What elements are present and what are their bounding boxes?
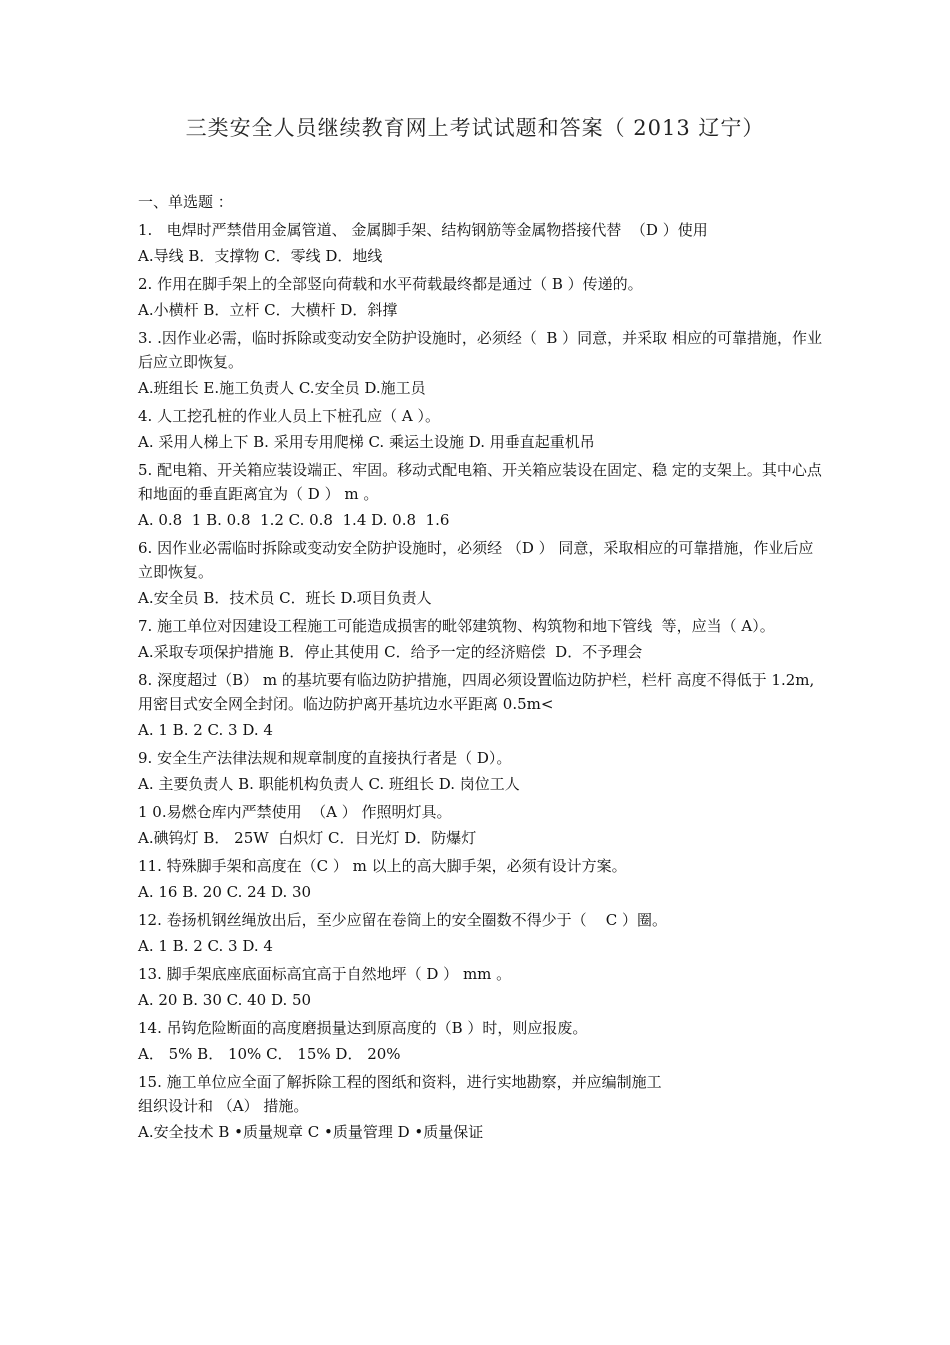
question-13	[138, 962, 828, 1012]
document-body	[138, 190, 828, 1148]
question-4	[138, 404, 828, 454]
question-10	[138, 800, 828, 850]
document-title: 三类安全人员继续教育网上考试试题和答案（ 2013 辽宁）	[185, 116, 765, 140]
question-text: 1 0.易燃仓库内严禁使用 （A ） 作照明灯具。	[138, 803, 452, 821]
question-text: 15. 施工单位应全面了解拆除工程的图纸和资料，进行实地勘察，并应编制施工 组织设计和 （A） 措施。	[138, 1073, 662, 1115]
question-options: A. 16 B. 20 C. 24 D. 30	[138, 883, 312, 901]
question-text: 11. 特殊脚手架和高度在（C ） m 以上的高大脚手架，必须有设计方案。	[138, 857, 627, 875]
question-options: A.碘钨灯 B． 25W 白炽灯 C．日光灯 D．防爆灯	[138, 829, 477, 847]
question-3	[138, 326, 828, 400]
question-7	[138, 614, 828, 664]
question-options: A. 主要负责人 B. 职能机构负责人 C. 班组长 D. 岗位工人	[138, 775, 520, 793]
question-text: 1. 电焊时严禁借用金属管道、 金属脚手架、结构钢筋等金属物搭接代替 （D ）使用	[138, 221, 708, 239]
question-8	[138, 668, 828, 742]
question-12	[138, 908, 828, 958]
question-text: 7. 施工单位对因建设工程施工可能造成损害的毗邻建筑物、构筑物和地下管线 等，应当（ A）。	[138, 617, 775, 635]
question-text: 9. 安全生产法律法规和规章制度的直接执行者是（ D）。	[138, 749, 512, 767]
question-text: 6. 因作业必需临时拆除或变动安全防护设施时，必须经 （D ） 同意，采取相应的可靠措施，作业后应立即恢复。	[138, 539, 814, 581]
question-options: A． 5% B． 10% C． 15% D． 20%	[138, 1045, 401, 1063]
question-1	[138, 218, 828, 268]
question-text: 13. 脚手架底座底面标高宜高于自然地坪（ D ） mm 。	[138, 965, 512, 983]
question-5	[138, 458, 828, 532]
question-text: 3. .因作业必需，临时拆除或变动安全防护设施时，必须经（ B ）同意，并采取 相应的可靠措施，作业后应立即恢复。	[138, 329, 822, 371]
question-text: 8. 深度超过（B） m 的基坑要有临边防护措施，四周必须设置临边防护栏，栏杆 高度不得低于 1.2m,用密目式安全网全封闭。临边防护离开基坑边水平距离 0.5m<	[138, 671, 815, 713]
section-heading: 一、单选题 ：	[138, 193, 233, 211]
question-text: 2. 作用在脚手架上的全部竖向荷载和水平荷载最终都是通过（ B ）传递的。	[138, 275, 643, 293]
question-2	[138, 272, 828, 322]
question-text: 12. 卷扬机钢丝绳放出后，至少应留在卷筒上的安全圈数不得少于（ C ）圈。	[138, 911, 667, 929]
question-options: A.采取专项保护措施 B．停止其使用 C．给予一定的经济赔偿 D．不予理会	[138, 643, 643, 661]
question-options: A.小横杆 B．立杆 C．大横杆 D．斜撑	[138, 301, 398, 319]
question-9	[138, 746, 828, 796]
question-15	[138, 1070, 828, 1144]
question-options: A.安全员 B．技术员 C．班长 D.项目负责人	[138, 589, 432, 607]
question-11	[138, 854, 828, 904]
question-options: A.导线 B．支撑物 C．零线 D．地线	[138, 247, 383, 265]
question-14	[138, 1016, 828, 1066]
question-text: 14. 吊钩危险断面的高度磨损量达到原高度的（B ）时，则应报废。	[138, 1019, 588, 1037]
question-options: A.安全技术 B •质量规章 C •质量管理 D •质量保证	[138, 1123, 484, 1141]
question-options: A. 采用人梯上下 B. 采用专用爬梯 C. 乘运土设施 D. 用垂直起重机吊	[138, 433, 595, 451]
question-options: A. 1 B. 2 C. 3 D. 4	[138, 937, 273, 955]
question-6	[138, 536, 828, 610]
question-options: A. 1 B. 2 C. 3 D. 4	[138, 721, 273, 739]
question-options: A.班组长 E.施工负责人 C.安全员 D.施工员	[138, 379, 426, 397]
question-text: 4. 人工挖孔桩的作业人员上下桩孔应（ A ）。	[138, 407, 440, 425]
question-options: A. 20 B. 30 C. 40 D. 50	[138, 991, 312, 1009]
question-options: A. 0.8 1 B. 0.8 1.2 C. 0.8 1.4 D. 0.8 1.6	[138, 511, 450, 529]
question-text: 5. 配电箱、开关箱应装设端正、牢固。移动式配电箱、开关箱应装设在固定、稳 定的支架上。其中心点和地面的垂直距离宜为（ D ） m 。	[138, 461, 822, 503]
